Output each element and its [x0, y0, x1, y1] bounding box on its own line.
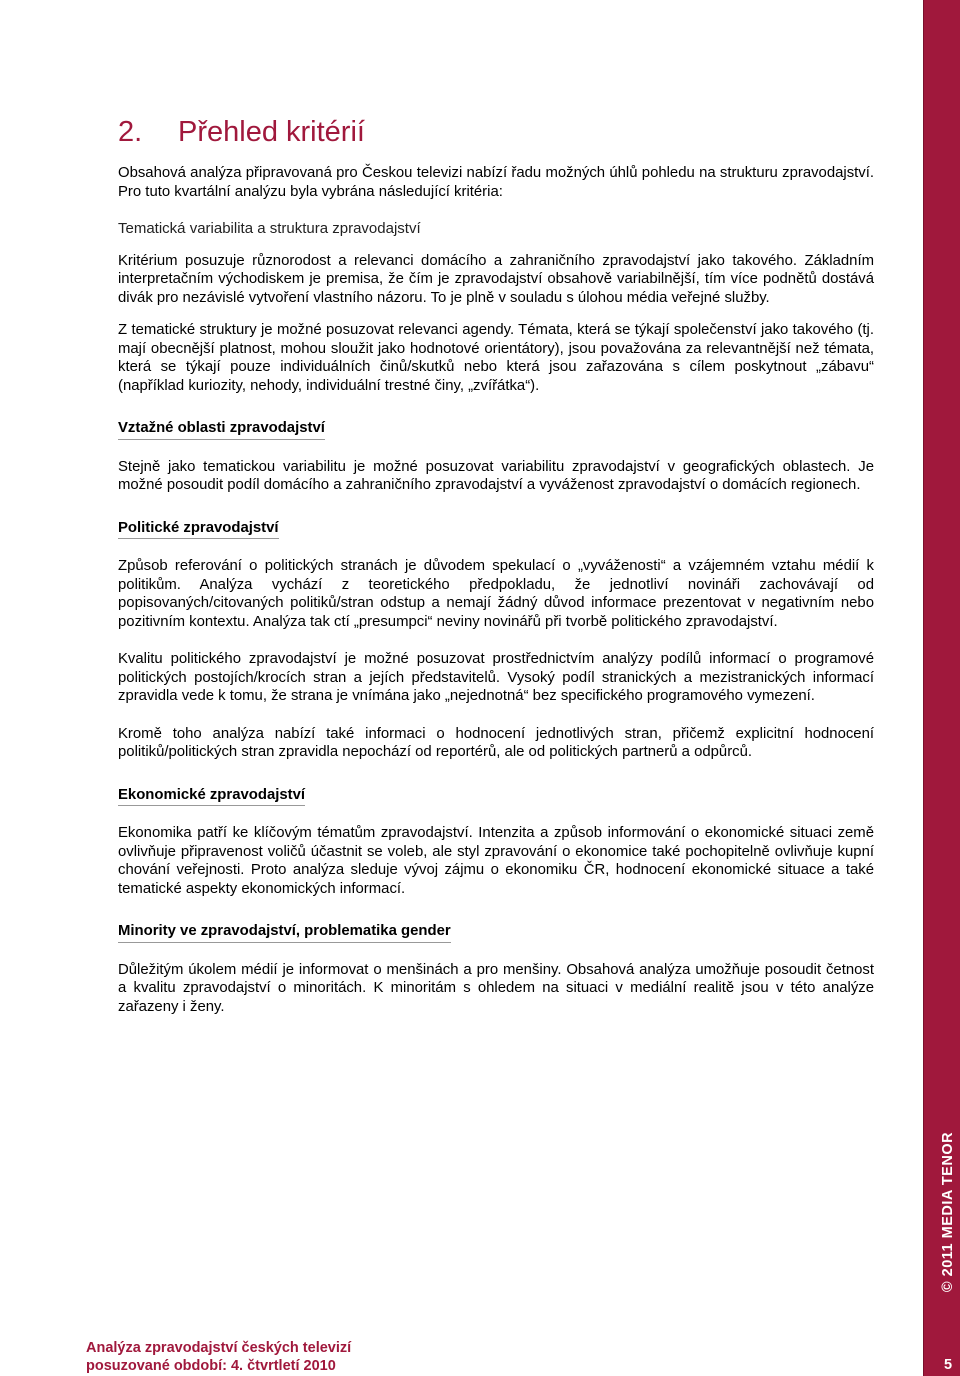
vztazne-section — [118, 419, 874, 495]
ekonomicke-paragraph-1: Ekonomika patří ke klíčovým tématům zpravodajství. Intenzita a způsob informování o ekonomické situaci země ovlivňuje připravenost voličů účastnit se voleb, ale styl zpravování o ekonomice také pochopitelně ovlivňuje kupní chování veřejnosti. Proto analýza sleduje vývoj zájmu o ekonomiku ČR, hodnocení ekonomické situace a také tematické aspekty ekonomických informací. — [118, 825, 874, 897]
politicke-paragraph-2: Kvalitu politického zpravodajství je možné posuzovat prostřednictvím analýzy podílů informací o programové politických postojích/krocích stran a jejích představitelů. Vysoký podíl stranických a mezistranických informací zpravidla vede k tomu, že strana je vnímána jako „nejednotná“ bez specifického programového vymezení. — [118, 651, 874, 704]
intro-paragraph: Obsahová analýza připravovaná pro Českou televizi nabízí řadu možných úhlů pohledu na strukturu zpravodajství. Pro tuto kvartální analýzu byla vybrána následující kritéria: — [118, 165, 874, 200]
politicke-heading: Politické zpravodajství — [118, 519, 279, 540]
tematicka-paragraph-1: Kritérium posuzuje různorodost a relevanci domácího a zahraničního zpravodajství jako takového. Základním interpretačním východiskem je premisa, že čím je zpravodajství obsahově variabilnější, tím více podnětů dostává divák pro nezávislé vytvoření vlastního názoru. To je plně v souladu s úlohou média veřejné služby. — [118, 252, 874, 306]
politicke-section — [118, 519, 874, 762]
section-number: 2. — [118, 116, 143, 148]
ekonomicke-heading: Ekonomické zpravodajství — [118, 786, 305, 807]
vztazne-heading: Vztažné oblasti zpravodajství — [118, 419, 325, 440]
ekonomicke-section — [118, 786, 874, 899]
main-content — [118, 114, 874, 1016]
politicke-paragraph-3: Kromě toho analýza nabízí také informaci o hodnocení jednotlivých stran, přičemž explicitní hodnocení politiků/politických stran zpravidla nepochází od reportérů, ale od politických partnerů a odpůrců. — [118, 725, 874, 760]
vztazne-paragraph-1: Stejně jako tematickou variabilitu je možné posuzovat variabilitu zpravodajství v geografických oblastech. Je možné posoudit podíl domácího a zahraničního zpravodajství a vyváženost zpravodajství o domácích regionech. — [118, 458, 874, 493]
sidebar-edge — [923, 0, 924, 1376]
copyright-notice: © 2011 MEDIA TENOR — [940, 1131, 956, 1293]
section-heading — [118, 114, 874, 150]
footer — [86, 1339, 351, 1375]
footer-line-1: Analýza zpravodajství českých televizí — [86, 1340, 352, 1356]
minority-section — [118, 922, 874, 1016]
tematicka-heading: Tematická variabilita a struktura zpravodajství — [118, 220, 421, 237]
section-title: Přehled kritérií — [178, 116, 365, 148]
minority-heading: Minority ve zpravodajství, problematika gender — [118, 922, 451, 943]
politicke-paragraph-1: Způsob referování o politických stranách je důvodem spekulací o „vyváženosti“ a vzájemném vztahu médií k politikům. Analýza vychází z teoretického předpokladu, že jednotliví novináři zachovávají od popisovaných/citovaných politiků/stran odstup a nemají žádný důvod informace prezentovat v negativním nebo pozitivním kontextu. Analýza tak ctí „presumpci“ neviny novinářů při tvorbě politického zpravodajství. — [118, 558, 874, 630]
footer-line-2: posuzované období: 4. čtvrtletí 2010 — [86, 1358, 336, 1374]
tematicka-paragraph-2: Z tematické struktury je možné posuzovat relevanci agendy. Témata, která se týkají společenství jako takového (tj. mají obecnější platnost, mohou sloužit jako hodnotové orientátory), jsou považována za relevantnější než témata, která se týkají pouze individuálních činů/skutků nebo která jsou zařazována s cílem poskytnout „zábavu“ (například kuriozity, nehody, individuální trestné činy, „zvířátka“). — [118, 322, 874, 394]
minority-paragraph-1: Důležitým úkolem médií je informovat o menšinách a pro menšiny. Obsahová analýza umožňuje posoudit četnost a kvalitu zpravodajství o minoritách. K minoritám s ohledem na situaci v mediální realitě jsou v této analýze zařazeny i ženy. — [118, 961, 874, 1015]
page-number: 5 — [944, 1357, 953, 1373]
